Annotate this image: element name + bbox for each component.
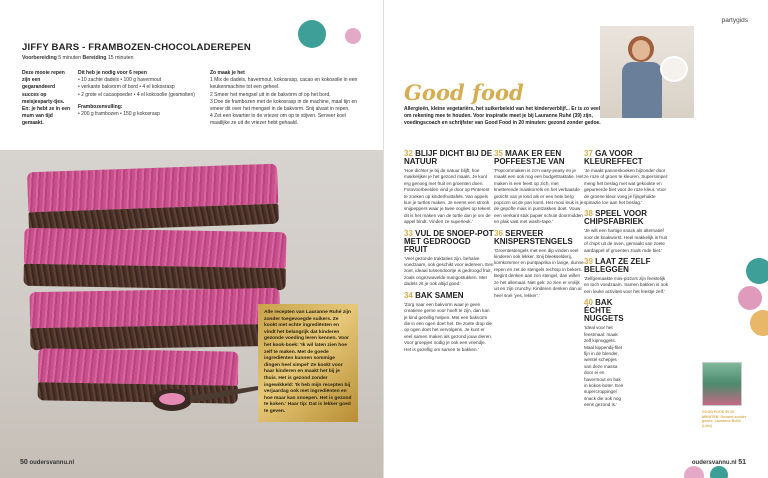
spoon-image <box>150 380 260 414</box>
right-folio <box>692 459 746 466</box>
recipe-title: JIFFY BARS - FRAMBOZEN-CHOCOLADEREPEN <box>22 42 251 53</box>
recipe-intro: Deze mooie repen zijn een gegarandeerd succes op meisjesparty-tjes. En: je hebt ze in een mum van tijd gemaakt. <box>22 70 71 127</box>
method-step: 1 Mix de dadels, havermout, kokosrasp, cacao en kokosolie in een keukenmachine tot een geheel. <box>210 77 358 91</box>
bar-stack-1 <box>27 164 279 233</box>
bar-stack-3 <box>30 288 281 350</box>
method-step: 3 Doe de frambozen met de kokosrasp in de machine, maal tijn en smeer dit over het mengsel in de bakvorm. Snij alvast in repen. <box>210 98 358 113</box>
tips-column-1 <box>404 150 494 357</box>
ingredient-line: • 10 zachte dadels • 100 g havermout <box>78 77 161 84</box>
decor-dot-pink <box>345 28 361 44</box>
page-number: 50 <box>20 459 28 466</box>
decor-dot-sand-right <box>750 310 768 336</box>
decor-dot-teal-bottom <box>710 466 728 478</box>
recipe-method <box>210 70 360 128</box>
good-food-title: Good food <box>404 80 524 105</box>
right-page <box>384 0 768 478</box>
tip-37: 37 GA VOOR KLEUREFFECT 'Je maakt pannenkoeken bijzonder door ze roze of groen te kleuren. Supersimpel: meng het beslag met wat gekookte en gepureerde biet voor de roze kleur. Voor de groene kleur voeg je fijngehakte spinazie toe aan het beslag.' <box>584 149 669 206</box>
method-heading: Zo maak je het <box>210 70 245 76</box>
decor-dot-teal-right <box>746 258 768 284</box>
method-step: 2 Smeer het mengsel uit in de bakvorm of op het bord. <box>210 91 331 98</box>
decor-dot-pink-right <box>738 286 762 310</box>
ingredients-heading: Dit heb je nodig voor 6 repen <box>78 70 147 76</box>
topping-heading: Frambozenvulling: <box>78 103 123 110</box>
brand-name: oudersvannu.nl <box>691 460 737 466</box>
tip-33: 33 VUL DE SNOEP-POT MET GEDROOGD FRUIT 'Veel gezonde traktaties zijn, behalve voedzaam, ook geschikt voor iedereen. Een zoet, ideaal tussendoortje is gedroogd fruit, zoals ongezwavelde mangostukken. Met dadels zit je ook altijd goed.' <box>404 228 494 287</box>
tip-34: 34 BAK SAMEN 'Zorg naar een bakvorm waar je geen creatieve gerne voor hoeft te zijn, dan kan je kind gezellig helpen. Met een bakvorm die in een ogen doet het. De zoete drop die op ogen doet het vervolgens. Je kunt er veel samen maken als gezond jouw dieren. Voor groepjes nodig je ook een vriendje. Het is gezellig om samen te bakken.' <box>404 290 493 352</box>
tips-column-3 <box>584 150 668 413</box>
decor-dot-pink-bottom <box>684 466 704 478</box>
tip-38: 38 SPEEL VOOR CHIPSFABRIEK 'Je wilt een hartige snack als alternatief voor de knakworst. Heel makkelijk is fruit of chips uit de oven, gemaakt van zoete aardappel of groenten zoals rode biet.' <box>584 209 667 253</box>
recipe-ingredients <box>78 70 198 118</box>
brand-name: oudersvannu.nl <box>29 460 75 466</box>
good-food-intro: Allergieën, kleine vegetariërs, het suikerbeleid van het kinderverblijf... Er is zo veel om rekening mee te houden. Voor inspiratie meet je bij Lauranne Ruhé (39) zijn, voedingscoach en schrijfster van Good Food in 20 minuten: gezond zonder gedoe. <box>404 106 601 126</box>
author-portrait <box>600 26 694 118</box>
topping-line: • 200 g frambozen • 150 g kokosrasp <box>78 111 160 118</box>
gold-quote-box: Alle recepten van Lauranne Ruhé zijn zonder toegevoegde suikers. Ze kookt met echte ingrediënten en vindt het belangrijk dat kinderen gezonde voeding leren kennen. Voor het kook-boek: 'Ik wil laten zien hoe zelf te maken. Met de goede ingrediënten kunnen sommige dingen heel simpel' Ze kookt voor haar kinderen en maakt het bij je thuis. Het is gezond zonder ingewikkeld: 'Ik heb mijn recepten bij verjaardag ook met ingrediënten en hoe maar kan snoepen. Het is gezond te koken.' Haar tip: Dat is lekker goed te geven. <box>258 304 358 422</box>
tip-40: 40 BAK ÉCHTE NUGGETS 'Ideal voor het feestmaal: maak zelf kipnuggets. Maal kippendij-filet fijn in de blender, wentel schepjes van deze massa door ei en havermout en bak in kokos-boter. Een supercroppingel snack die ook nog eens gezond is.' <box>584 298 624 408</box>
book-caption: GOOD FOOD IN 20 MINUTEN. Gezond zonder gedoe, Lauranne Ruhé (Lifel) <box>702 410 747 428</box>
book-cover <box>702 362 742 406</box>
tip-35: 35 MAAK ER EEN POFFEESTJE VAN 'Popcornmaken is zo'n easy-peasy en je maakt een ook nog een budgettraktatie. Het maken is een feest op zich, met knetterende maiskorrels en het verbaasde gezicht van je kind als er een hele berg popcorn uit de pan komt. Het mooi leuk is je de gepofte mais in puntzakken doet. Vouw een vierkant stuk papier schuin doormidden en plak vast met washi-tape.' <box>494 149 584 225</box>
bar-stack-2 <box>24 228 287 291</box>
tip-36: 36 SERVEER KNISPERSTENGELS 'Groentestengels met een dip vinden veel kinderen ook lekker. Snij bleekselderij, komkommer en puntpaprika in lange, dunne repen en zet de stengels rechtop in bekers. Begint denken aan zon stengel, dan willen ze het allemaal. Niet gek: zo zien er vrolijk uit en zijn crunchy. Kinderen denken dan al heel snel ‘yes, lekker’.' <box>494 228 584 298</box>
left-folio <box>20 459 74 466</box>
section-label: partygids <box>721 17 748 24</box>
tip-39: 39 LAAT ZE ZELF BELEGGEN 'Zelfgemaakte mini-pizza's zijn feestelijk en toch voedzaam. Samen bakken is ook een leuke activiteit voor het feestje zelf.' <box>584 257 669 294</box>
tips-column-2 <box>494 150 584 303</box>
recipe-meta: Voorbereiding 5 minuten Bereiding 15 minuten <box>22 55 134 61</box>
decor-dot-teal <box>298 20 326 48</box>
tip-32: 32 BLIJF DICHT BIJ DE NATUUR 'Hoe dichter je bij de natuur blijft, hoe makkelijker je het gezond maakt. Je kunt erg genoeg met fruit en groenten doen. Fotovoorbeelden vind je door op Pinterest te zoeken op kinderfruittafels. Van appels kun je turtles maken. Je neemt een stronk snijpeppers waar je twee ooglies op tekent dit is het maken van de turtle dan je om de appel bindt. Vinden ze superleuk.' <box>404 149 493 225</box>
ingredient-line: • 2 grote el cacaopoeder • 4 el kokosolie (gesmolten) <box>78 91 195 98</box>
ingredient-line: • verkante bakvorm of bord • 4 el kokosrasp <box>78 84 175 91</box>
page-number: 51 <box>738 459 746 466</box>
method-step: 4 Zet een kwartier in de vriezer om op te stijven. Serveer koel maatlijke ze uit de vriezer hebt gehaald. <box>210 113 346 127</box>
